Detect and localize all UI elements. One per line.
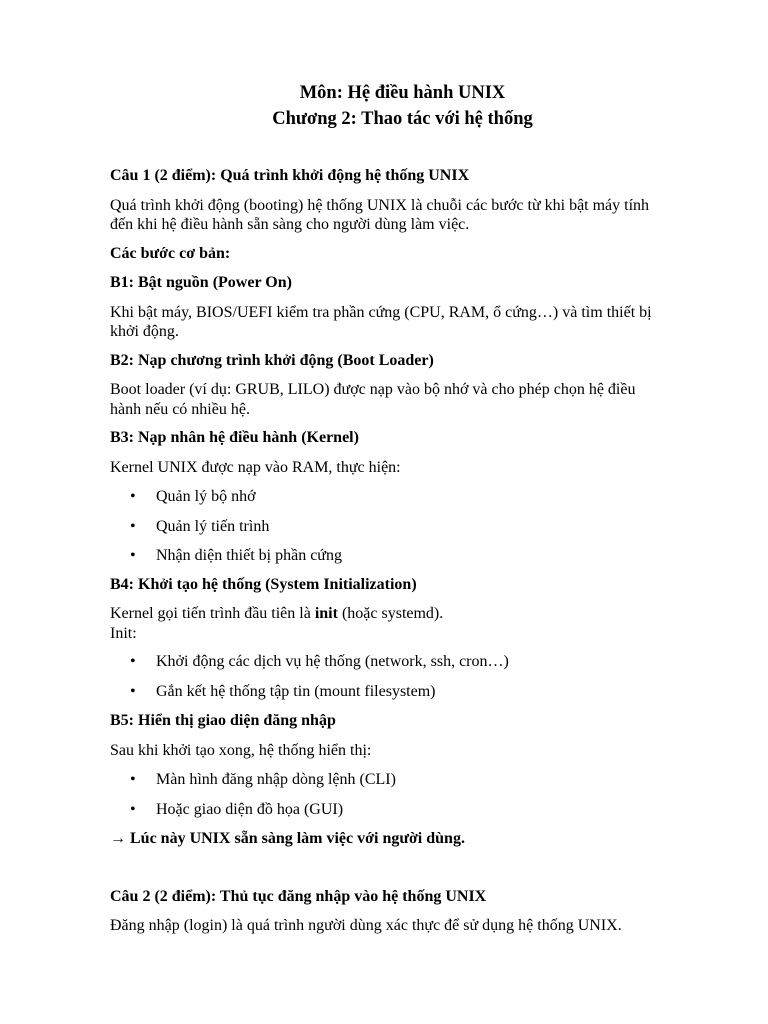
bullet-icon: •: [130, 800, 136, 818]
list-item: [110, 800, 690, 820]
bullet-icon: •: [130, 771, 136, 788]
step-2-text: [110, 380, 690, 419]
question-1-heading: Câu 1 (2 điểm): Quá trình khởi động hệ thống UNIX: [110, 167, 470, 184]
step-4-text-before: Kernel gọi tiến trình đầu tiên là: [110, 605, 315, 622]
step-3-text: Kernel UNIX được nạp vào RAM, thực hiện:: [110, 458, 401, 476]
q1-intro: [110, 196, 690, 235]
step-2-line-2: hành nếu có nhiều hệ.: [110, 400, 250, 418]
init-keyword: init: [314, 605, 338, 622]
step-4-text: [110, 604, 690, 643]
step-3-list: [110, 487, 690, 566]
list-item: [110, 546, 690, 566]
bullet-icon: •: [130, 547, 136, 564]
list-item-text: Khởi động các dịch vụ hệ thống (network, ssh, cron…): [156, 653, 509, 670]
step-1-heading: B1: Bật nguồn (Power On): [110, 274, 292, 291]
list-item-text: Gắn kết hệ thống tập tin (mount filesystem): [156, 682, 436, 700]
step-1-text: [110, 303, 690, 342]
list-item-text: Hoặc giao diện đồ họa (GUI): [156, 800, 344, 818]
list-item: [110, 770, 690, 790]
step-5-text: Sau khi khởi tạo xong, hệ thống hiển thị:: [110, 741, 372, 759]
list-item-text: Quản lý bộ nhớ: [156, 488, 256, 505]
question-2-heading: Câu 2 (2 điểm): Thủ tục đăng nhập vào hệ thống UNIX: [110, 887, 487, 905]
q2-intro: Đăng nhập (login) là quá trình người dùng xác thực để sử dụng hệ thống UNIX.: [110, 917, 622, 934]
list-item-text: Quản lý tiến trình: [156, 517, 270, 535]
step-4-heading: B4: Khởi tạo hệ thống (System Initialization): [110, 575, 417, 593]
step-1-line-1: Khi bật máy, BIOS/UEFI kiểm tra phần cứng (CPU, RAM, ổ cứng…) và tìm thiết bị: [110, 303, 652, 321]
step-3-heading: B3: Nạp nhân hệ điều hành (Kernel): [110, 429, 359, 446]
bullet-icon: •: [130, 653, 136, 670]
document-body: [110, 166, 690, 936]
step-4-list: [110, 652, 690, 701]
step-2-heading: B2: Nạp chương trình khởi động (Boot Loader): [110, 351, 434, 369]
step-1-line-2: khởi động.: [110, 323, 179, 340]
steps-heading: Các bước cơ bản:: [110, 244, 231, 262]
list-item: [110, 682, 690, 702]
list-item-text: Nhận diện thiết bị phần cứng: [156, 547, 342, 564]
step-5-heading: B5: Hiển thị giao diện đăng nhập: [110, 712, 336, 729]
conclusion-text: Lúc này UNIX sẵn sàng làm việc với người dùng.: [130, 830, 465, 847]
bullet-icon: •: [130, 488, 136, 505]
document-title: Môn: Hệ điều hành UNIX: [299, 83, 506, 103]
step-2-line-1: Boot loader (ví dụ: GRUB, LILO) được nạp vào bộ nhớ và cho phép chọn hệ điều: [110, 381, 636, 398]
q1-intro-line-2: đến khi hệ điều hành sẵn sàng cho người dùng làm việc.: [110, 216, 470, 233]
list-item: [110, 487, 690, 507]
arrow-right-icon: →: [110, 830, 126, 847]
list-item: [110, 652, 690, 672]
bullet-icon: •: [130, 517, 136, 535]
list-item: [110, 517, 690, 537]
list-item-text: Màn hình đăng nhập dòng lệnh (CLI): [156, 771, 396, 788]
title-block: [0, 80, 768, 132]
q1-intro-line-1: Quá trình khởi động (booting) hệ thống UNIX là chuỗi các bước từ khi bật máy tính: [110, 196, 650, 214]
chapter-title: Chương 2: Thao tác với hệ thống: [272, 109, 533, 129]
init-label: Init:: [110, 624, 137, 642]
step-4-text-after: (hoặc systemd).: [337, 605, 444, 622]
step-5-list: [110, 770, 690, 819]
bullet-icon: •: [130, 682, 136, 700]
conclusion: [110, 829, 690, 849]
